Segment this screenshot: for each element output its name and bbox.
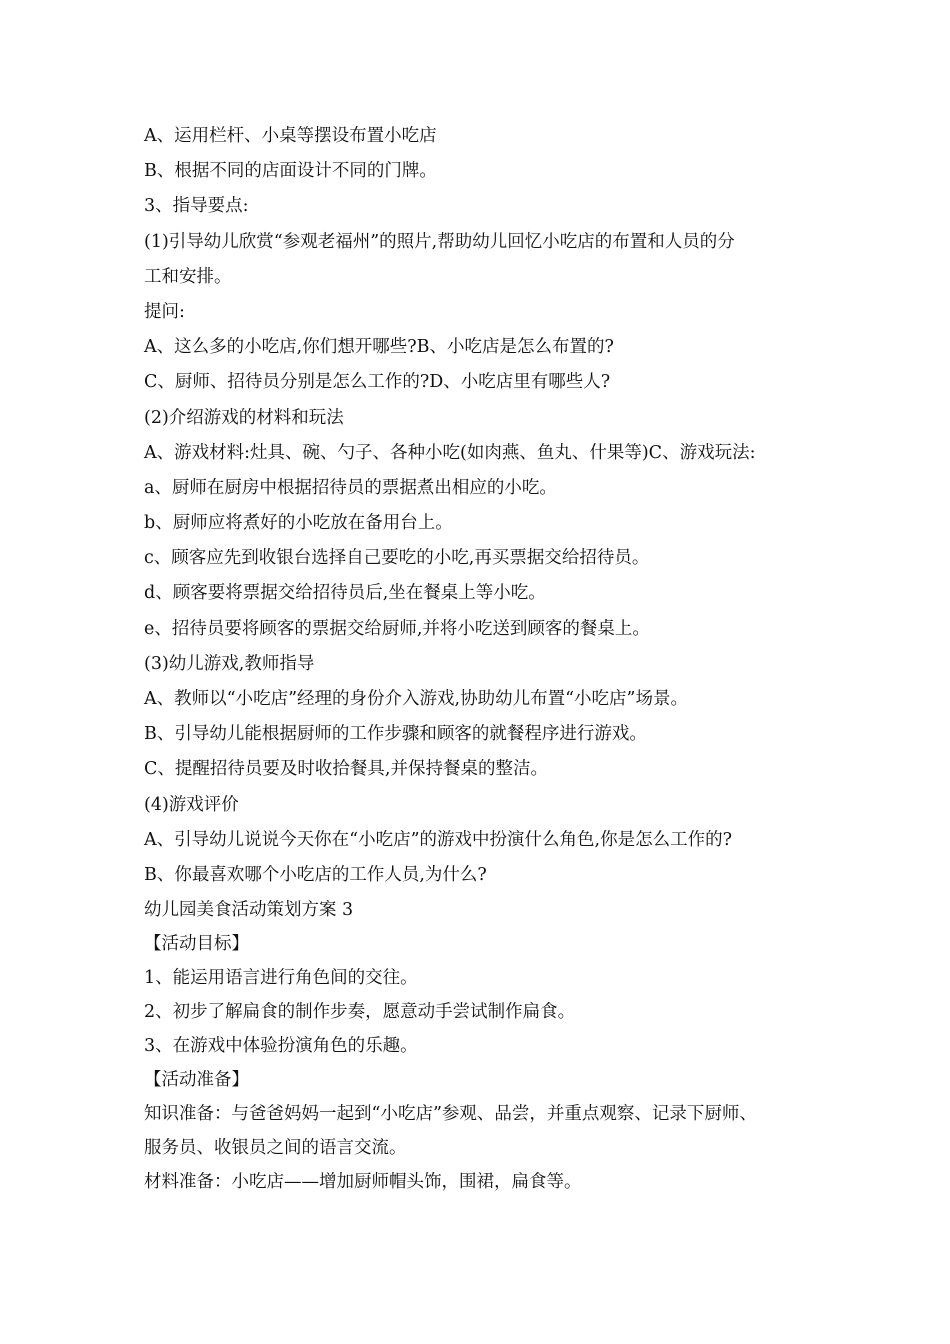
text-line: 服务员、收银员之间的语言交流。 xyxy=(144,1138,407,1159)
section-heading: 3、指导要点: xyxy=(144,196,249,217)
text-line: A、这么多的小吃店,你们想开哪些?B、小吃店是怎么布置的? xyxy=(144,337,614,358)
text-line: C、提醒招待员要及时收拾餐具,并保持餐桌的整洁。 xyxy=(144,759,548,780)
document-title: 幼儿园美食活动策划方案 3 xyxy=(144,900,354,921)
subsection-heading: (4)游戏评价 xyxy=(144,794,239,815)
text-line: b、厨师应将煮好的小吃放在备用台上。 xyxy=(144,513,453,534)
text-line: d、顾客要将票据交给招待员后,坐在餐桌上等小吃。 xyxy=(144,583,546,604)
text-line: 提问: xyxy=(144,301,185,322)
text-line: A、游戏材料:灶具、碗、勺子、各种小吃(如肉燕、鱼丸、什果等)C、游戏玩法: xyxy=(144,442,756,463)
text-line: a、厨师在厨房中根据招待员的票据煮出相应的小吃。 xyxy=(144,477,557,498)
text-line: 2、初步了解扁食的制作步奏，愿意动手尝试制作扁食。 xyxy=(144,1002,576,1023)
text-line: 1、能运用语言进行角色间的交往。 xyxy=(144,968,418,989)
text-line: c、顾客应先到收银台选择自己要吃的小吃,再买票据交给招待员。 xyxy=(144,548,650,569)
text-line: A、教师以“小吃店”经理的身份介入游戏,协助幼儿布置“小吃店”场景。 xyxy=(144,689,688,709)
text-line: B、引导幼儿能根据厨师的工作步骤和顾客的就餐程序进行游戏。 xyxy=(144,724,647,745)
text-line: B、根据不同的店面设计不同的门牌。 xyxy=(144,161,437,182)
text-line: A、运用栏杆、小桌等摆设布置小吃店 xyxy=(144,126,437,146)
text-line: 知识准备：与爸爸妈妈一起到“小吃店”参观、品尝，并重点观察、记录下厨师、 xyxy=(144,1104,757,1125)
text-line: A、引导幼儿说说今天你在“小吃店”的游戏中扮演什么角色,你是怎么工作的? xyxy=(144,829,732,850)
subsection-heading: (2)介绍游戏的材料和玩法 xyxy=(144,407,344,428)
text-line: C、厨师、招待员分别是怎么工作的?D、小吃店里有哪些人? xyxy=(144,372,611,393)
text-line: 3、在游戏中体验扮演角色的乐趣。 xyxy=(144,1036,418,1057)
section-heading: 【活动目标】 xyxy=(144,934,249,955)
text-line: e、招待员要将顾客的票据交给厨师,并将小吃送到顾客的餐桌上。 xyxy=(144,618,650,639)
subsection-heading: (3)幼儿游戏,教师指导 xyxy=(144,653,315,674)
text-line: 材料准备：小吃店——增加厨师帽头饰，围裙，扁食等。 xyxy=(144,1172,582,1193)
text-line: (1)引导幼儿欣赏“参观老福州”的照片,帮助幼儿回忆小吃店的布置和人员的分 xyxy=(144,231,735,252)
text-line: B、你最喜欢哪个小吃店的工作人员,为什么? xyxy=(144,864,487,885)
section-heading: 【活动准备】 xyxy=(144,1070,249,1091)
text-line: 工和安排。 xyxy=(144,266,232,287)
document-body xyxy=(144,119,824,1199)
